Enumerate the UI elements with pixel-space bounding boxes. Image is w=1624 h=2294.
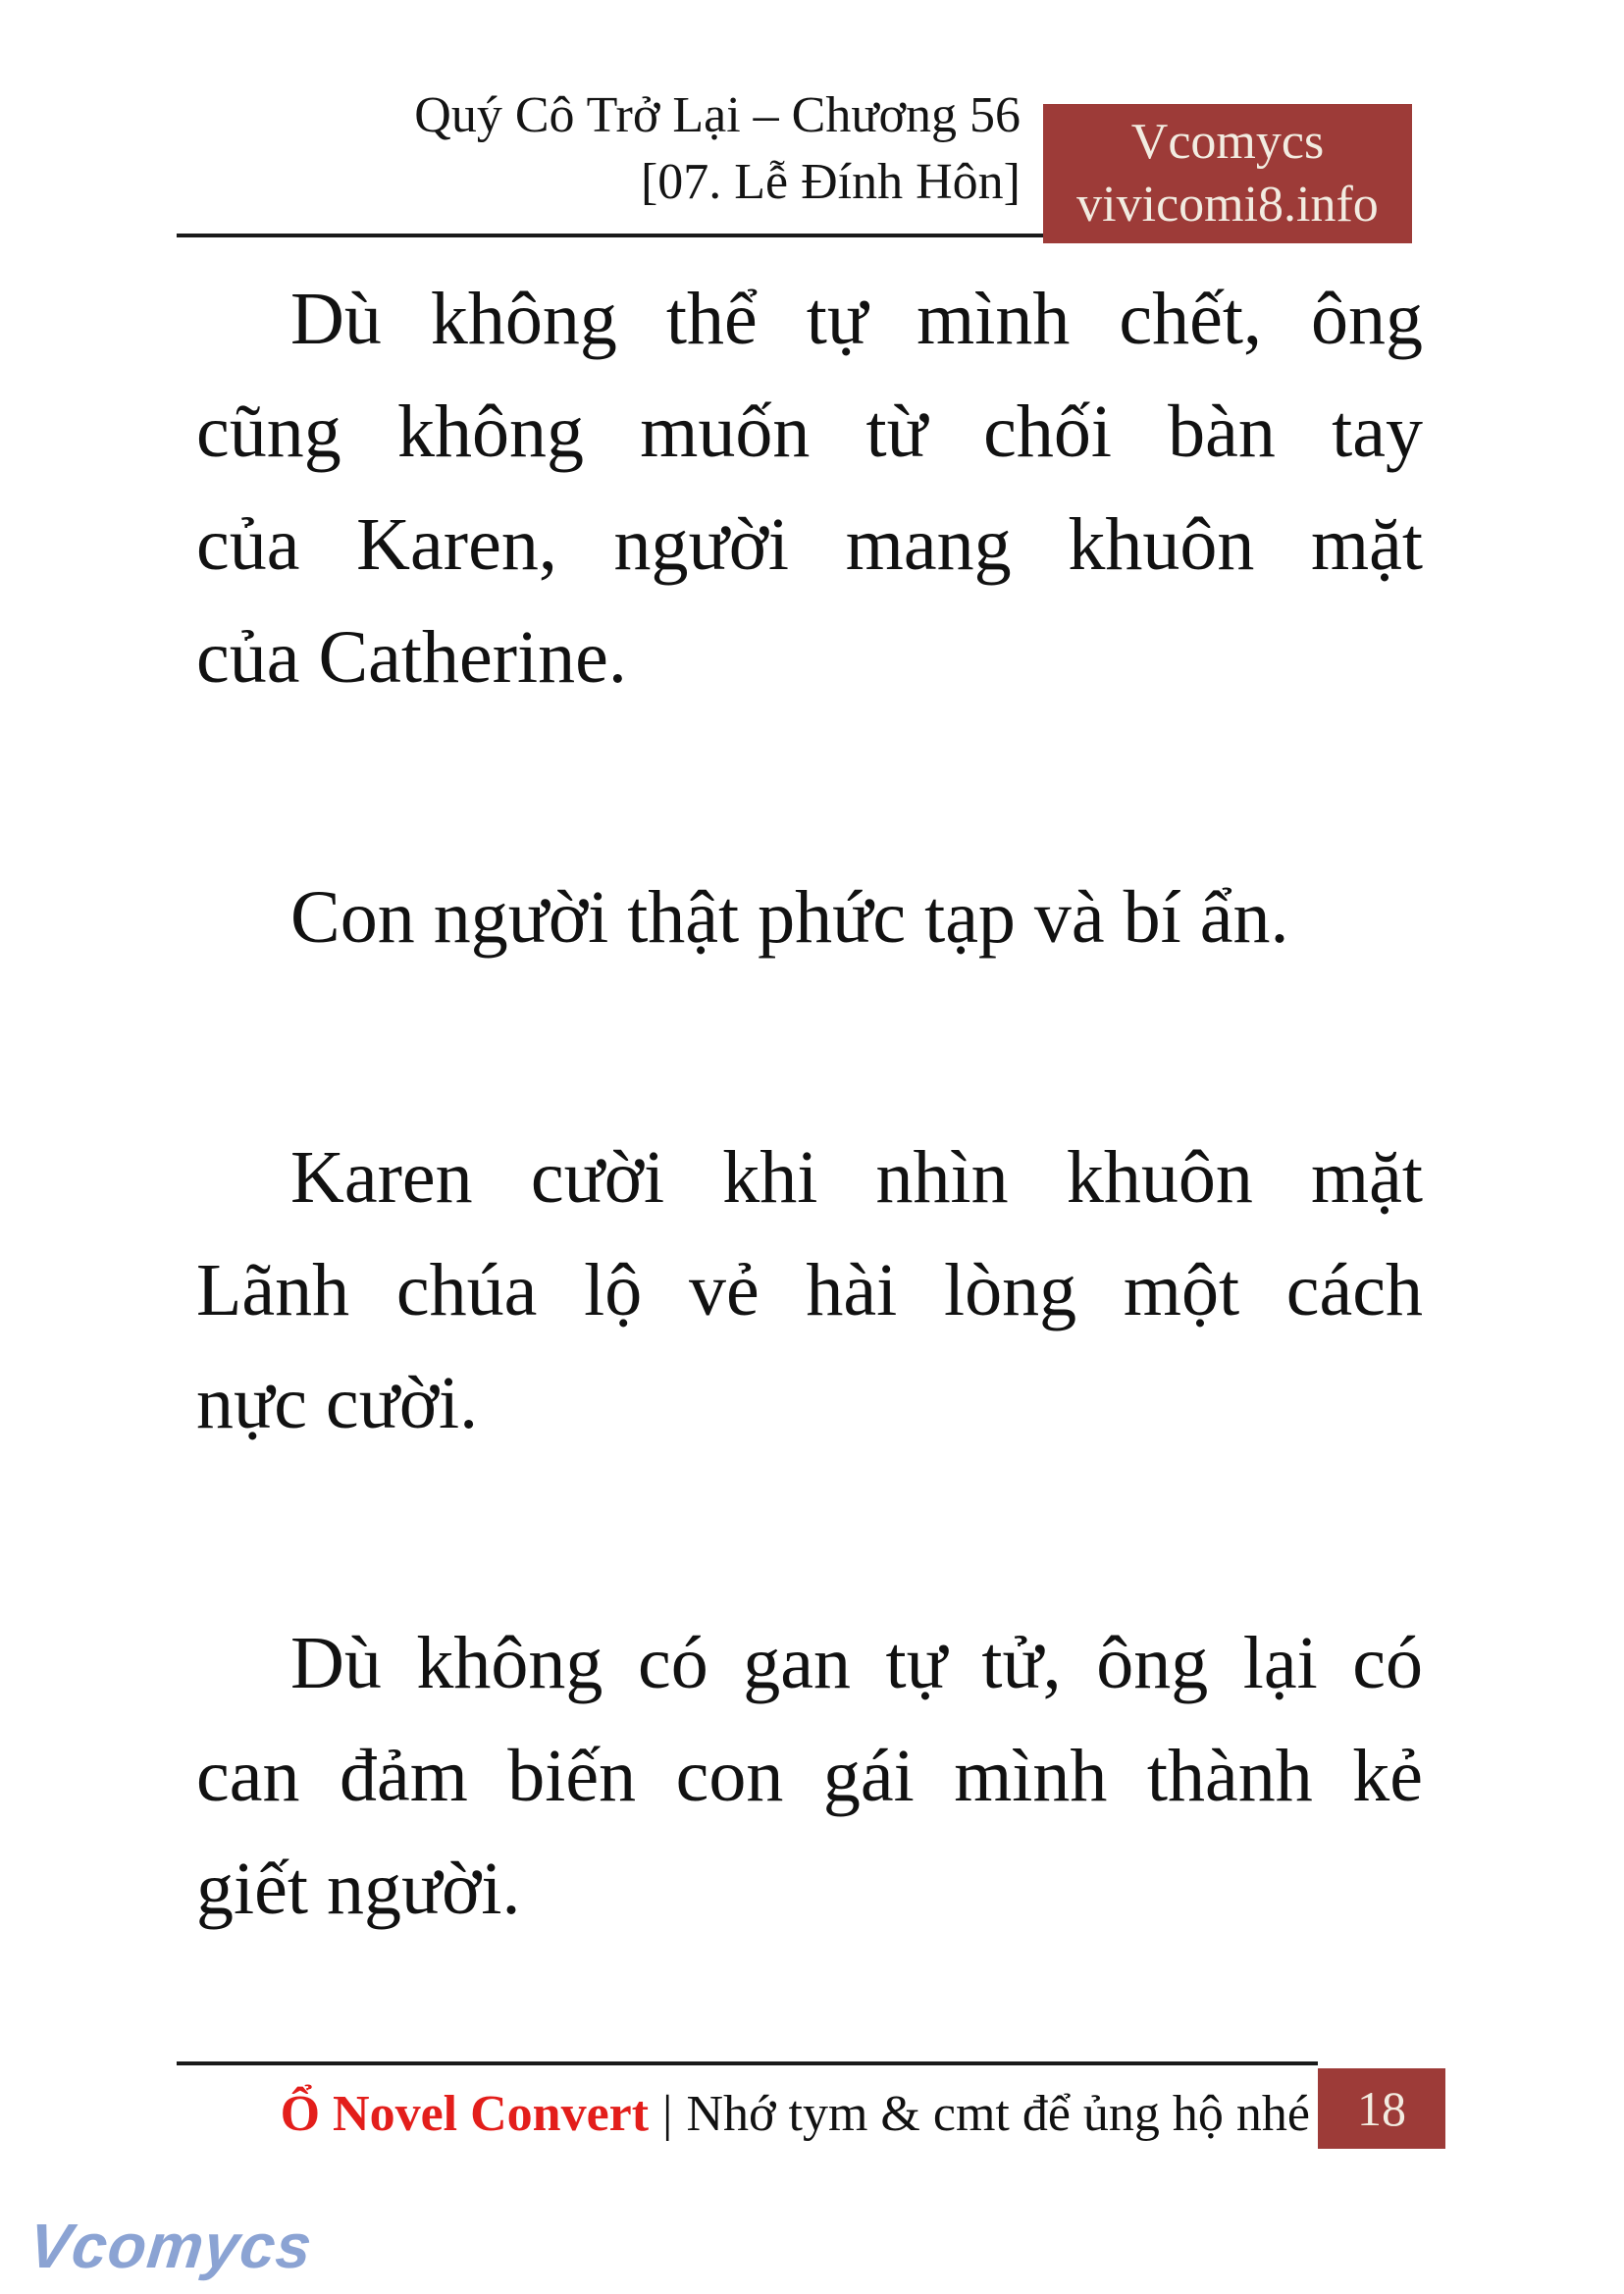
paragraph-4 bbox=[196, 1607, 1423, 1946]
paragraph-3-line-2: Lãnh chúa lộ vẻ hài lòng một cách bbox=[196, 1249, 1423, 1331]
footer-separator: | bbox=[662, 2086, 673, 2142]
paragraph-3-line-3: nực cười. bbox=[196, 1362, 479, 1444]
chapter-title-line1: Quý Cô Trở Lại – Chương 56 bbox=[414, 87, 1021, 143]
brand-box bbox=[1043, 104, 1412, 243]
paragraph-4-line-3: giết người. bbox=[196, 1848, 521, 1930]
paragraph-1-line-4: của Catherine. bbox=[196, 616, 627, 699]
paragraph-2 bbox=[196, 861, 1423, 974]
paragraph-3 bbox=[196, 1121, 1423, 1460]
brand-name: Vcomycs bbox=[1130, 114, 1325, 170]
paragraph-4-line-2: can đảm biến con gái mình thành kẻ bbox=[196, 1735, 1423, 1817]
footer-credit bbox=[281, 2084, 1310, 2145]
body-text bbox=[196, 263, 1423, 1946]
paragraph-1-line-3: của Karen, người mang khuôn mặt bbox=[196, 503, 1423, 586]
vcomycs-logo: Vcomycs bbox=[26, 2211, 316, 2281]
footer-message: Nhớ tym & cmt để ủng hộ nhé bbox=[686, 2086, 1310, 2142]
chapter-title-line2: [07. Lễ Đính Hôn] bbox=[640, 154, 1021, 210]
paragraph-4-line-1: Dù không có gan tự tử, ông lại có bbox=[290, 1622, 1423, 1704]
paragraph-2-line-1: Con người thật phức tạp và bí ẩn. bbox=[290, 876, 1289, 959]
paragraph-3-line-1: Karen cười khi nhìn khuôn mặt bbox=[290, 1136, 1423, 1219]
chapter-title bbox=[414, 82, 1021, 216]
paragraph-1-line-1: Dù không thể tự mình chết, ông bbox=[290, 278, 1423, 360]
footer-brand: Ổ Novel Convert bbox=[280, 2086, 650, 2142]
footer-divider bbox=[177, 2061, 1318, 2065]
page-number: 18 bbox=[1357, 2081, 1406, 2136]
header-divider bbox=[177, 234, 1043, 237]
paragraph-1 bbox=[196, 263, 1423, 714]
paragraph-1-line-2: cũng không muốn từ chối bàn tay bbox=[196, 391, 1423, 473]
page-number-badge bbox=[1318, 2068, 1445, 2149]
brand-website: vivicomi8.info bbox=[1076, 177, 1379, 233]
